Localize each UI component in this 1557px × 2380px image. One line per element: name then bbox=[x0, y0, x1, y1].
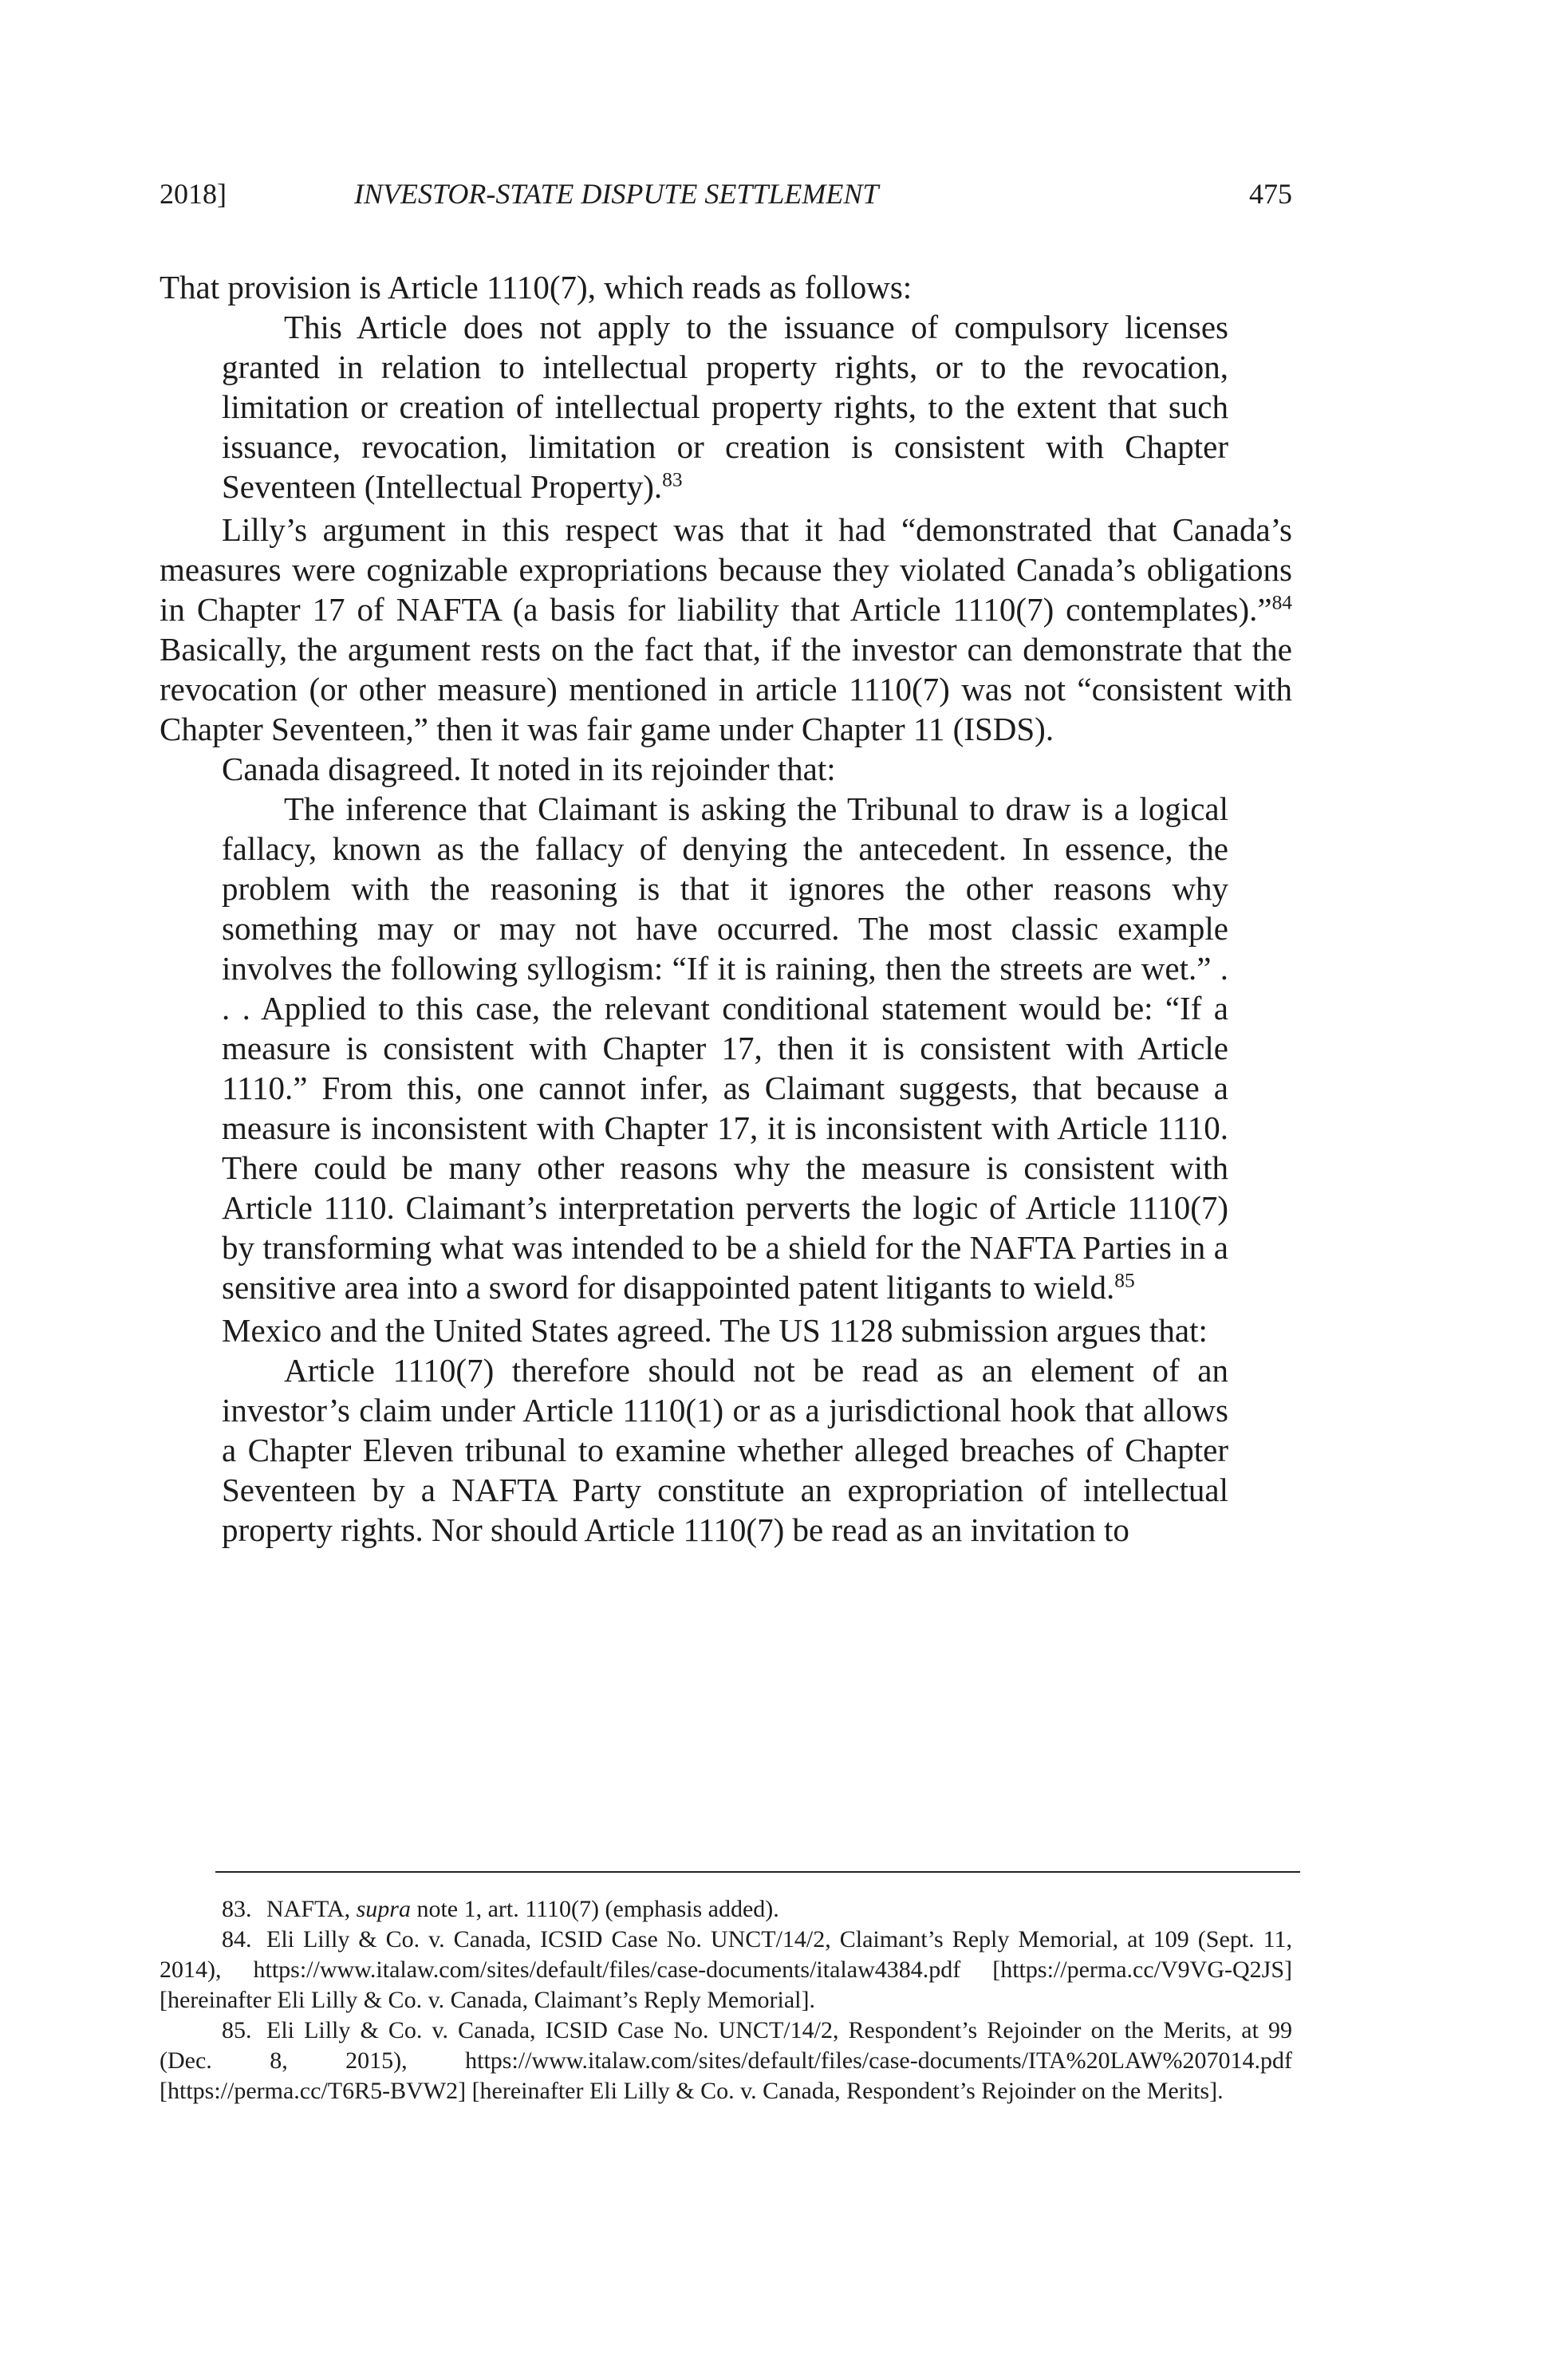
paragraph-intro: That provision is Article 1110(7), which reads as follows: bbox=[160, 269, 913, 305]
footnotes bbox=[160, 1894, 1292, 2106]
footnote-ref-84: 84 bbox=[1271, 591, 1292, 614]
footnote-ref-85: 85 bbox=[1114, 1269, 1135, 1292]
footnote-ref-83: 83 bbox=[662, 468, 683, 491]
footnote-83: 83. NAFTA, supra note 1, art. 1110(7) (emphasis added). bbox=[222, 1896, 779, 1922]
block-quote-us-1128-submission: Article 1110(7) therefore should not be read as an element of an investor’s claim under Article 1110(1) or as a jurisdictional hook that allows a Chapter Eleven tribunal to examine whether alleged breaches of Chapter Seventeen by a NAFTA Party constitute an expropriation of intellectual property rights. Nor should Article 1110(7) be read as an invitation to bbox=[222, 1352, 1228, 1548]
running-header bbox=[160, 177, 1292, 225]
block-quote-article-1110-7: This Article does not apply to the issuance of compulsory licenses granted in relation to intellectual property rights, or to the revocation, limitation or creation of intellectual property rights, to the extent that such issuance, revocation, limitation or creation is consistent with Chapter Seventeen (Intellectual Property).$^{83}$ bbox=[222, 309, 1228, 505]
footnote-separator bbox=[215, 1871, 1300, 1873]
block-quote-canada-rejoinder: The inference that Claimant is asking the Tribunal to draw is a logical fallacy, known as the fallacy of denying the antecedent. In essence, the problem with the reasoning is that it ignores the other reasons why something may or may not have occurred. The most classic example involves the following syllogism: “If it is raining, then the streets are wet.” . . . Applied to this case, the relevant conditional statement would be: “If a measure is consistent with Chapter 17, then it is consistent with Article 1110.” From this, one cannot infer, as Claimant suggests, that because a measure is inconsistent with Chapter 17, it is inconsistent with Article 1110. There could be many other reasons why the measure is consistent with Article 1110. Claimant’s interpretation perverts the logic of Article 1110(7) by transforming what was intended to be a shield for the NAFTA Parties in a sensitive area into a sword for disappointed patent litigants to wield.$^{85}$ bbox=[222, 790, 1228, 1306]
footnote-84: 84. Eli Lilly & Co. v. Canada, ICSID Case No. UNCT/14/2, Claimant’s Reply Memorial, at 109 (Sept. 11, 2014), https://www.italaw.com/sites/default/files/case-documents/italaw4384.pdf [https://perma.cc/V9VG-Q2JS] [hereinafter Eli Lilly & Co. v. Canada, Claimant’s Reply Memorial]. bbox=[160, 1926, 1292, 2013]
main-text bbox=[160, 267, 1292, 1553]
paragraph-mexico-us: Mexico and the United States agreed. The US 1128 submission argues that: bbox=[222, 1312, 1208, 1349]
footnote-85: 85. Eli Lilly & Co. v. Canada, ICSID Case No. UNCT/14/2, Respondent’s Rejoinder on the Merits, at 99 (Dec. 8, 2015), https://www.italaw.com/sites/default/files/case-documents/ITA%20LAW%207014.pdf [https://perma.cc/T6R5-BVW2] [hereinafter Eli Lilly & Co. v. Canada, Respondent’s Rejoinder on the Merits]. bbox=[160, 2017, 1292, 2104]
header-year: 2018] bbox=[160, 178, 227, 210]
page-number: 475 bbox=[1249, 178, 1292, 210]
header-running-title: INVESTOR-STATE DISPUTE SETTLEMENT bbox=[354, 178, 879, 210]
paragraph-canada-disagreed: Canada disagreed. It noted in its rejoinder that: bbox=[222, 751, 836, 787]
paragraph-lilly-argument: Lilly’s argument in this respect was that it had “demonstrated that Canada’s measures were cognizable expropriations because they violated Canada’s obligations in Chapter 17 of NAFTA (a basis for liability that Article 1110(7) contemplates).”$^{84}$ Basically, the argument rests on the fact that, if the investor can demonstrate that the revocation (or other measure) mentioned in article 1110(7) was not “consistent with Chapter Seventeen,” then it was fair game under Chapter 11 (ISDS). bbox=[160, 511, 1292, 747]
